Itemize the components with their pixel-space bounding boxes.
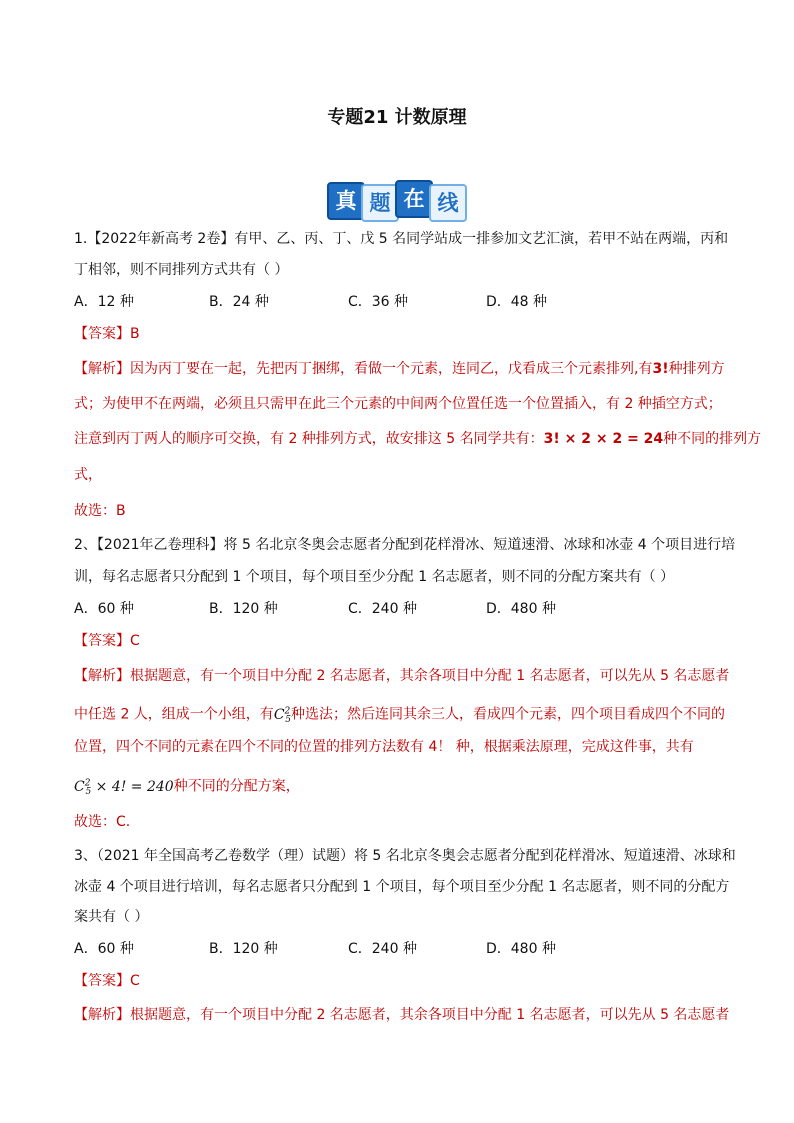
- q1-stem-line1: 1.【2022年新高考 2卷】有甲、乙、丙、丁、戊 5 名同学站成一排参加文艺汇演，若甲不站在两端，丙和: [74, 231, 729, 247]
- answer-label: 【答案】: [74, 326, 130, 342]
- q2-answer: [74, 631, 140, 651]
- q2-option-c: C．240 种: [348, 601, 417, 617]
- answer-value: C: [130, 973, 140, 989]
- analysis-math: 3!: [652, 361, 669, 377]
- analysis-text: 种不同的分配方案，: [173, 778, 300, 795]
- analysis-text: 因为丙丁要在一起，先把丙丁捆绑，看做一个元素，连同乙，戊看成三个元素排列,有: [130, 361, 653, 377]
- answer-label: 【答案】: [74, 633, 130, 649]
- answer-label: 【答案】: [74, 973, 130, 989]
- q3-option-b: B．120 种: [209, 941, 278, 957]
- analysis-label: 【解析】: [74, 361, 130, 377]
- banner-char-1: 真: [327, 182, 365, 220]
- q2-choice: 故选：C.: [74, 814, 131, 830]
- answer-value: B: [130, 326, 140, 342]
- q2-stem-line1: 2、【2021年乙卷理科】将 5 名北京冬奥会志愿者分配到花样滑冰、短道速滑、冰球和冰壶 4 个项目进行培: [74, 537, 736, 553]
- answer-value: C: [130, 633, 140, 649]
- analysis-label: 【解析】: [74, 1007, 130, 1023]
- analysis-text: 中任选 2 人，组成一个小组，有: [74, 706, 274, 723]
- analysis-text: 种选法；然后连同其余三人，看成四个元素，四个项目看成四个不同的: [291, 706, 725, 723]
- q3-stem-line3: 案共有（ ）: [74, 909, 149, 925]
- banner-char-3: 在: [395, 180, 433, 218]
- analysis-text: 根据题意，有一个项目中分配 2 名志愿者，其余各项目中分配 1 名志愿者，可以先从 5 名志愿者: [130, 1007, 730, 1023]
- page-title: 专题21 计数原理: [327, 107, 467, 128]
- analysis-formula: 3! × 2 × 2 = 24: [543, 431, 664, 447]
- analysis-text: 种排列方: [668, 361, 725, 377]
- q1-stem-line2: 丁相邻，则不同排列方式共有（ ）: [74, 262, 289, 278]
- q3-stem-line1: 3、（2021 年全国高考乙卷数学（理）试题）将 5 名北京冬奥会志愿者分配到花样滑冰、短道速滑、冰球和: [74, 848, 736, 864]
- q2-analysis-line4: [74, 773, 300, 802]
- q1-option-d: D．48 种: [486, 294, 548, 310]
- analysis-text: 注意到丙丁两人的顺序可交换，有 2 种排列方式，故安排这 5 名同学共有：: [74, 431, 544, 447]
- banner-char-2: 题: [361, 184, 399, 222]
- q3-answer: [74, 971, 140, 991]
- q1-answer: [74, 324, 140, 344]
- section-banner: [327, 180, 467, 218]
- q2-analysis-line1: [74, 666, 729, 686]
- q1-analysis-line3: [74, 429, 761, 449]
- combination-symbol: $C^2_5$: [273, 706, 291, 726]
- q1-analysis-line4: 式，: [74, 467, 102, 483]
- analysis-label: 【解析】: [74, 668, 130, 684]
- q2-analysis-line2: [74, 701, 725, 730]
- q3-analysis-line1: [74, 1005, 729, 1025]
- q1-analysis-line2: 式；为使甲不在两端，必须且只需甲在此三个元素的中间两个位置任选一个位置插入，有 2 种插空方式；: [74, 396, 722, 412]
- analysis-text: 根据题意，有一个项目中分配 2 名志愿者，其余各项目中分配 1 名志愿者，可以先从 5 名志愿者: [130, 668, 730, 684]
- q2-analysis-line3: 位置，四个不同的元素在四个不同的位置的排列方法数有 4！ 种，根据乘法原理，完成这件事，共有: [74, 739, 694, 755]
- banner-char-4: 线: [429, 184, 467, 222]
- q2-stem-line2: 训，每名志愿者只分配到 1 个项目，每个项目至少分配 1 名志愿者，则不同的分配方案共有（ ）: [74, 569, 675, 585]
- q3-option-a: A．60 种: [74, 941, 134, 957]
- q1-option-a: A．12 种: [74, 294, 134, 310]
- q2-option-d: D．480 种: [486, 601, 556, 617]
- q2-option-a: A．60 种: [74, 601, 134, 617]
- q1-analysis-line1: [74, 359, 725, 379]
- q2-option-b: B．120 种: [209, 601, 278, 617]
- q1-option-b: B．24 种: [209, 294, 269, 310]
- q3-option-d: D．480 种: [486, 941, 556, 957]
- q1-option-c: C．36 种: [348, 294, 409, 310]
- analysis-text: 种不同的排列方: [663, 431, 762, 447]
- q3-stem-line2: 冰壶 4 个项目进行培训，每名志愿者只分配到 1 个项目，每个项目至少分配 1 名志愿者，则不同的分配方: [74, 879, 730, 895]
- combination-formula: $C^2_5 \times 4$! = 240: [74, 778, 174, 798]
- q3-option-c: C．240 种: [348, 941, 417, 957]
- q1-choice: 故选：B: [74, 503, 126, 519]
